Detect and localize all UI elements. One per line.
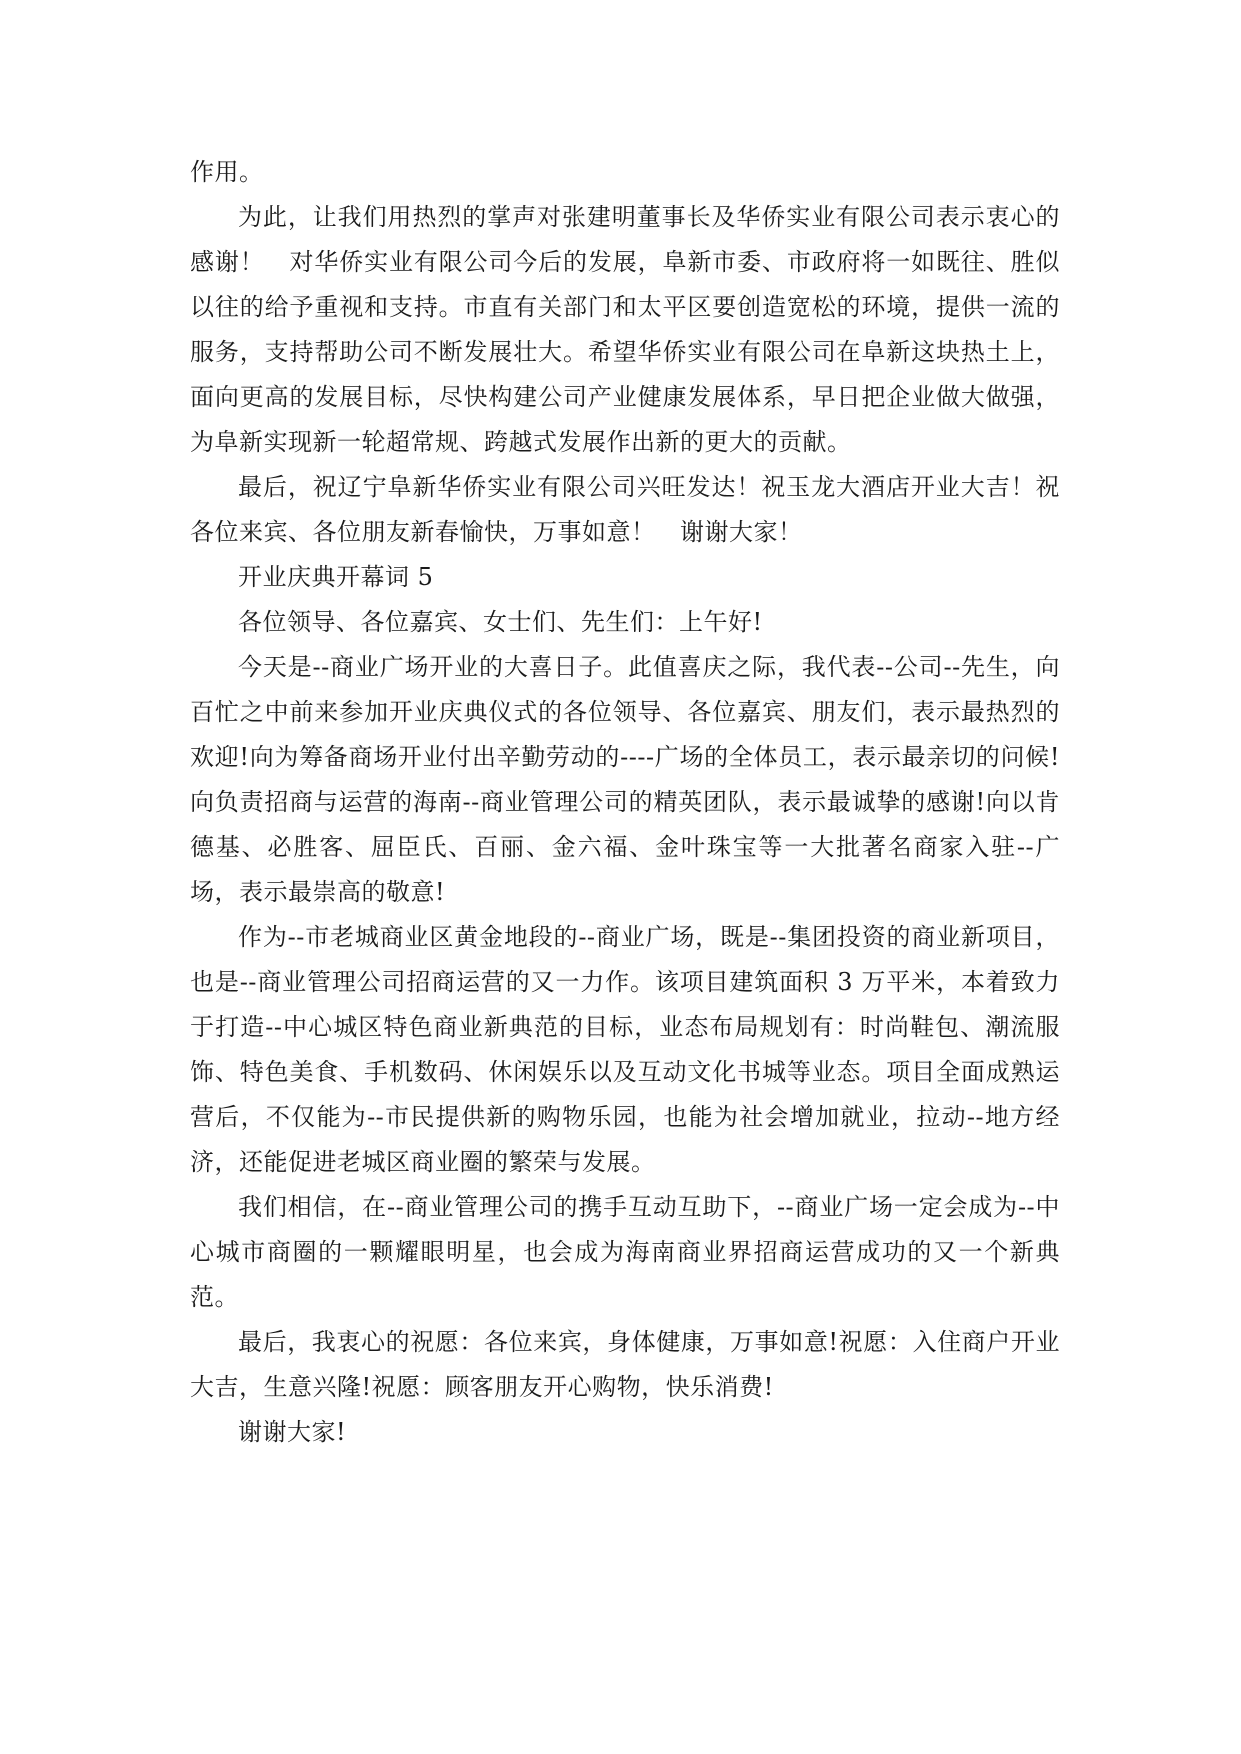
paragraph-project: 作为--市老城商业区黄金地段的--商业广场，既是--集团投资的商业新项目，也是--商业管理公司招商运营的又一力作。该项目建筑面积 3 万平米，本着致力于打造--中心城区特色商业新典范的目标，业态布局规划有：时尚鞋包、潮流服饰、特色美食、手机数码、休闲娱乐以及互动文化书城等业态。项目全面成熟运营后，不仅能为--市民提供新的购物乐园，也能为社会增加就业，拉动--地方经济，还能促进老城区商业圈的繁荣与发展。 [190, 923, 1060, 1176]
paragraph-welcome: 今天是--商业广场开业的大喜日子。此值喜庆之际，我代表--公司--先生，向百忙之中前来参加开业庆典仪式的各位领导、各位嘉宾、朋友们，表示最热烈的欢迎!向为筹备商场开业付出辛勤劳动的----广场的全体员工，表示最亲切的问候!向负责招商与运营的海南--商业管理公司的精英团队，表示最诚挚的感谢!向以肯德基、必胜客、屈臣氏、百丽、金六福、金叶珠宝等一大批著名商家入驻--广场，表示最崇高的敬意! [190, 653, 1060, 906]
paragraph-thanks: 为此，让我们用热烈的掌声对张建明董事长及华侨实业有限公司表示衷心的感谢！ 对华侨实业有限公司今后的发展，阜新市委、市政府将一如既往、胜似以往的给予重视和支持。市直有关部门和太平区要创造宽松的环境，提供一流的服务，支持帮助公司不断发展壮大。希望华侨实业有限公司在阜新这块热土上，面向更高的发展目标，尽快构建公司产业健康发展体系，早日把企业做大做强，为阜新实现新一轮超常规、跨越式发展作出新的更大的贡献。 [190, 203, 1060, 456]
paragraph-greeting: 各位领导、各位嘉宾、女士们、先生们：上午好! [238, 608, 763, 636]
section-heading: 开业庆典开幕词 5 [238, 563, 434, 591]
paragraph-closing-wishes: 最后，祝辽宁阜新华侨实业有限公司兴旺发达！祝玉龙大酒店开业大吉！祝各位来宾、各位朋友新春愉快，万事如意！ 谢谢大家！ [190, 473, 1060, 546]
paragraph-thank-you: 谢谢大家! [238, 1418, 347, 1446]
document-body [190, 150, 1060, 1455]
paragraph-belief: 我们相信，在--商业管理公司的携手互动互助下，--商业广场一定会成为--中心城市商圈的一颗耀眼明星，也会成为海南商业界招商运营成功的又一个新典范。 [190, 1193, 1060, 1311]
paragraph-final-wishes: 最后，我衷心的祝愿：各位来宾，身体健康，万事如意!祝愿：入住商户开业大吉，生意兴隆!祝愿：顾客朋友开心购物，快乐消费! [190, 1328, 1060, 1401]
paragraph-continuation: 作用。 [190, 158, 264, 186]
